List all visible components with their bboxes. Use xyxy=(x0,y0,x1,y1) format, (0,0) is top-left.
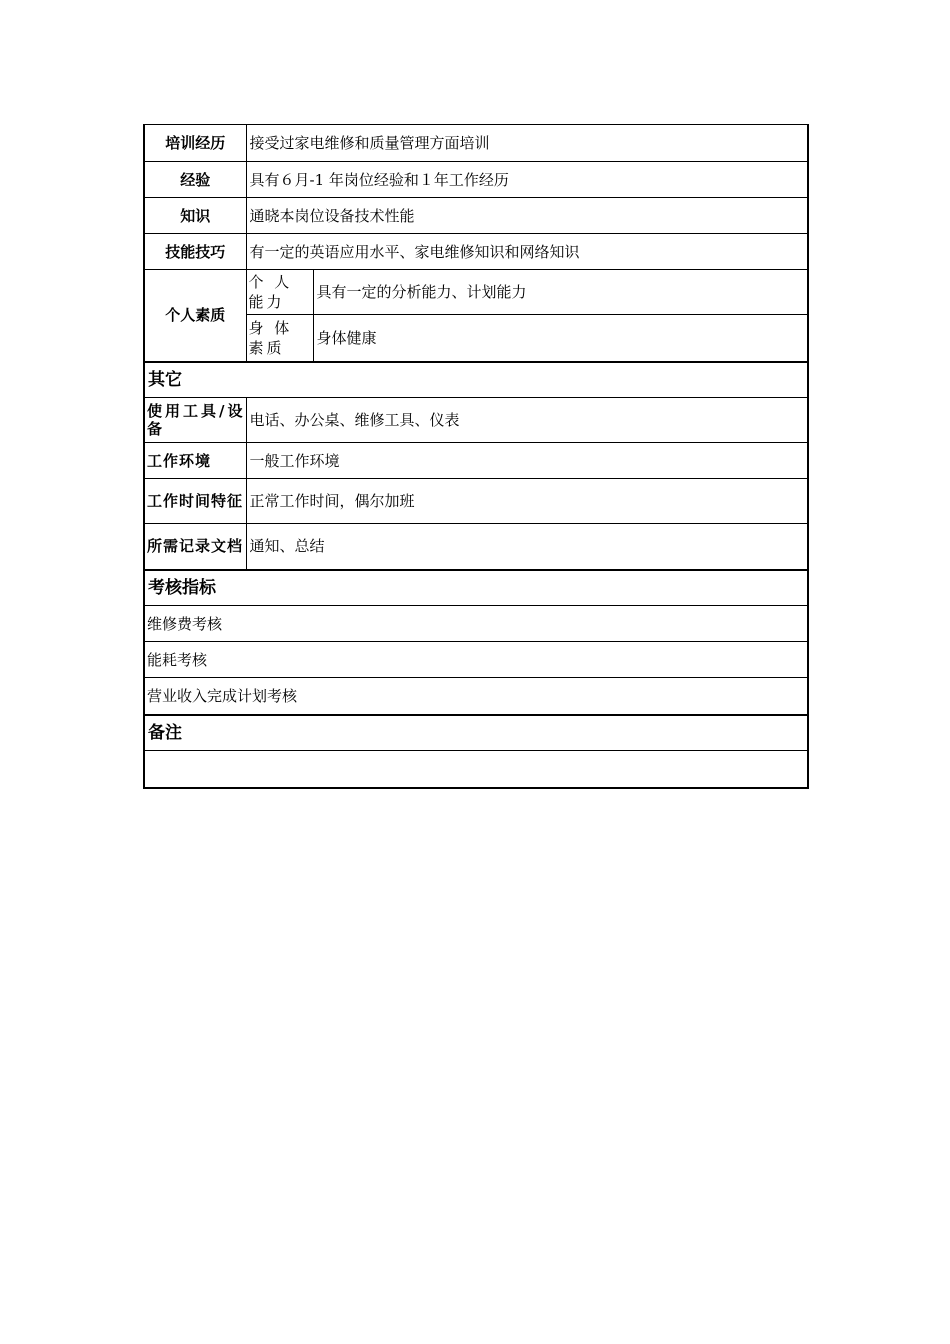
knowledge-value: 通晓本岗位设备技术性能 xyxy=(246,198,808,234)
personal-quality-label: 个人素质 xyxy=(144,270,246,362)
physical-quality-value: 身体健康 xyxy=(313,315,808,362)
row-tools xyxy=(144,398,808,443)
row-training xyxy=(144,125,808,162)
row-skills xyxy=(144,234,808,270)
row-assessment-item xyxy=(144,606,808,642)
experience-value: 具有６月-1 年岗位经验和１年工作经历 xyxy=(246,162,808,198)
row-assessment-header xyxy=(144,570,808,606)
tools-value: 电话、办公桌、维修工具、仪表 xyxy=(246,398,808,443)
row-experience xyxy=(144,162,808,198)
row-assessment-item xyxy=(144,642,808,678)
assessment-item-maintenance-cost: 维修费考核 xyxy=(144,606,808,642)
job-description-table xyxy=(143,124,809,789)
knowledge-label: 知识 xyxy=(144,198,246,234)
row-assessment-item xyxy=(144,678,808,715)
row-work-hours xyxy=(144,479,808,524)
row-knowledge xyxy=(144,198,808,234)
row-remarks-header xyxy=(144,715,808,751)
training-value: 接受过家电维修和质量管理方面培训 xyxy=(246,125,808,162)
work-hours-value: 正常工作时间，偶尔加班 xyxy=(246,479,808,524)
personal-ability-value: 具有一定的分析能力、计划能力 xyxy=(313,270,808,315)
job-description-sheet xyxy=(143,124,807,789)
row-other-header xyxy=(144,362,808,398)
assessment-item-revenue: 营业收入完成计划考核 xyxy=(144,678,808,715)
personal-ability-label: 个 人 能力 xyxy=(246,270,313,315)
row-environment xyxy=(144,443,808,479)
training-label: 培训经历 xyxy=(144,125,246,162)
row-documents xyxy=(144,524,808,570)
documents-value: 通知、总结 xyxy=(246,524,808,570)
experience-label: 经验 xyxy=(144,162,246,198)
physical-quality-label: 身 体 素质 xyxy=(246,315,313,362)
row-personal-ability xyxy=(144,270,808,315)
skills-value: 有一定的英语应用水平、家电维修知识和网络知识 xyxy=(246,234,808,270)
work-hours-label: 工作时间特征 xyxy=(144,479,246,524)
assessment-section-title: 考核指标 xyxy=(144,570,808,606)
skills-label: 技能技巧 xyxy=(144,234,246,270)
tools-label: 使用工具/设备 xyxy=(144,398,246,443)
environment-value: 一般工作环境 xyxy=(246,443,808,479)
remarks-value xyxy=(144,751,808,788)
other-section-title: 其它 xyxy=(144,362,808,398)
remarks-section-title: 备注 xyxy=(144,715,808,751)
row-remarks-body xyxy=(144,751,808,788)
environment-label: 工作环境 xyxy=(144,443,246,479)
assessment-item-energy: 能耗考核 xyxy=(144,642,808,678)
documents-label: 所需记录文档 xyxy=(144,524,246,570)
